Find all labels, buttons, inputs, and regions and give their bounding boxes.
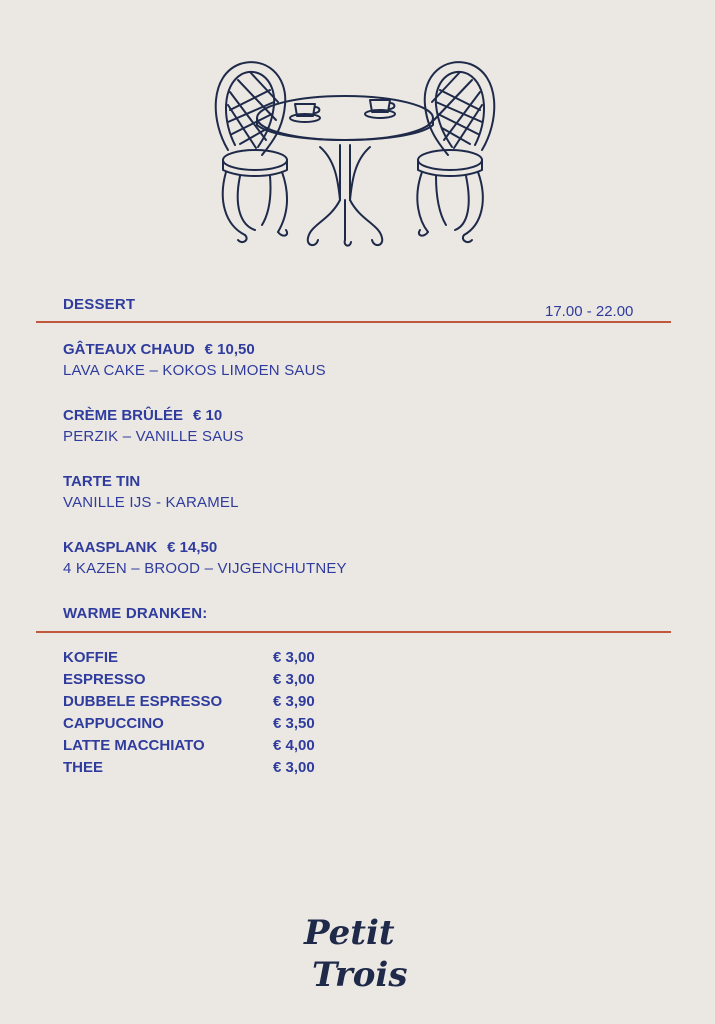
dish-description: 4 KAZEN – BROOD – VIJGENCHUTNEY xyxy=(63,560,347,577)
petit-trois-logo xyxy=(298,906,410,998)
drink-price: € 3,90 xyxy=(273,693,315,710)
drink-row xyxy=(63,647,363,669)
divider xyxy=(36,321,671,323)
logo-line-2: Trois xyxy=(312,955,408,995)
dish-name: TARTE TIN xyxy=(63,473,141,490)
drink-row xyxy=(63,735,363,757)
dish-name: CRÈME BRÛLÉE xyxy=(63,407,184,424)
drink-price: € 3,50 xyxy=(273,715,315,732)
drink-name: LATTE MACCHIATO xyxy=(63,737,205,754)
dish-description: LAVA CAKE – KOKOS LIMOEN SAUS xyxy=(63,362,326,379)
dessert-item xyxy=(63,537,347,580)
drink-name: KOFFIE xyxy=(63,649,118,666)
dish-price: € 10 xyxy=(193,407,223,424)
dessert-item xyxy=(63,339,326,382)
drink-name: DUBBELE ESPRESSO xyxy=(63,693,223,710)
drink-price: € 3,00 xyxy=(273,759,315,776)
drink-row xyxy=(63,669,363,691)
dessert-item xyxy=(63,471,239,514)
drink-name: ESPRESSO xyxy=(63,671,146,688)
drink-row xyxy=(63,713,363,735)
dessert-item xyxy=(63,405,244,448)
drink-price: € 4,00 xyxy=(273,737,315,754)
drink-price: € 3,00 xyxy=(273,671,315,688)
drinks-title: WARME DRANKEN: xyxy=(63,605,208,622)
drinks-list xyxy=(63,647,363,779)
drink-price: € 3,00 xyxy=(273,649,315,666)
dish-name: KAASPLANK xyxy=(63,539,158,556)
drink-name: THEE xyxy=(63,759,104,776)
drink-row xyxy=(63,691,363,713)
logo-line-1: Petit xyxy=(304,913,395,953)
drink-row xyxy=(63,757,363,779)
divider xyxy=(36,631,671,633)
drink-name: CAPPUCCINO xyxy=(63,715,164,732)
dish-name: GÂTEAUX CHAUD xyxy=(63,341,195,358)
dish-price: € 10,50 xyxy=(204,341,255,358)
dish-description: PERZIK – VANILLE SAUS xyxy=(63,428,244,445)
opening-hours: 17.00 - 22.00 xyxy=(545,303,634,320)
dessert-title: DESSERT xyxy=(63,296,136,313)
bistro-table-chairs-icon xyxy=(200,50,510,260)
dish-price: € 14,50 xyxy=(167,539,218,556)
dish-description: VANILLE IJS - KARAMEL xyxy=(63,494,239,511)
